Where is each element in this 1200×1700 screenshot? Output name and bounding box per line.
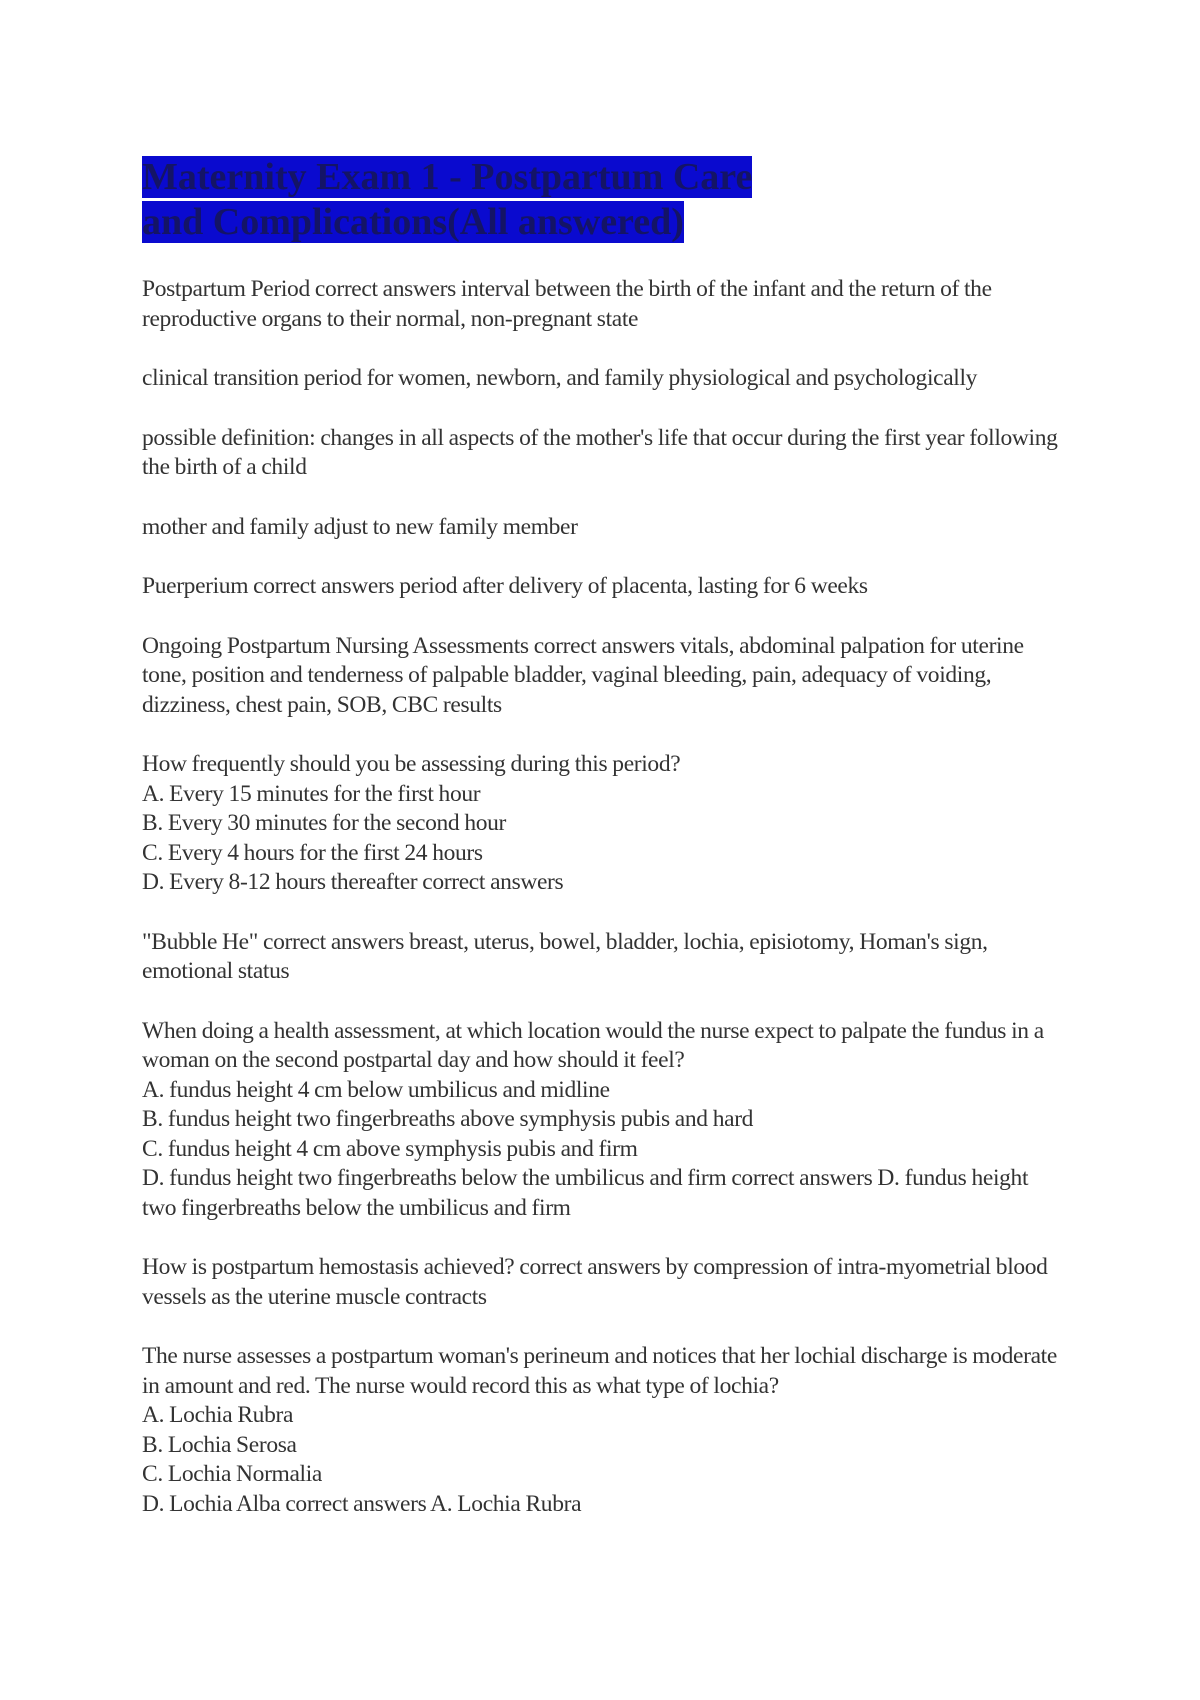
paragraph-possible-definition: possible definition: changes in all aspects of the mother's life that occur during the first year following the birth of a child <box>142 424 1058 480</box>
paragraph-hemostasis: How is postpartum hemostasis achieved? correct answers by compression of intra-myometrial blood vessels as the uterine muscle contracts <box>142 1254 1048 1310</box>
document-title <box>142 155 792 245</box>
document-title-text: Maternity Exam 1 - Postpartum Care and Complications(All answered) <box>142 156 753 243</box>
paragraph-postpartum-period: Postpartum Period correct answers interval between the birth of the infant and the return of the reproductive organs to their normal, non-pregnant state <box>142 276 992 332</box>
question-assessment-frequency: How frequently should you be assessing during this period? A. Every 15 minutes for the first hour B. Every 30 minutes for the second hour C. Every 4 hours for the first 24 hours D. Every 8-12 hours thereafter correct answers <box>142 751 681 895</box>
document-page <box>142 155 1062 1549</box>
paragraph-family-adjust: mother and family adjust to new family member <box>142 513 578 540</box>
question-lochia-type: The nurse assesses a postpartum woman's perineum and notices that her lochial discharge is moderate in amount and red. The nurse would record this as what type of lochia? A. Lochia Rubra B. Lochia Serosa C. Lochia Normalia D. Lochia Alba correct answers A. Lochia Rubra <box>142 1343 1057 1517</box>
paragraph-puerperium: Puerperium correct answers period after delivery of placenta, lasting for 6 weeks <box>142 573 868 599</box>
paragraph-bubble-he: "Bubble He" correct answers breast, uterus, bowel, bladder, lochia, episiotomy, Homan's sign, emotional status <box>142 928 988 984</box>
question-fundus-location: When doing a health assessment, at which location would the nurse expect to palpate the fundus in a woman on the second postpartal day and how should it feel? A. fundus height 4 cm below umbilicus and midline B. fundus height two fingerbreaths above symphysis pubis and hard C. fundus height 4 cm above symphysis pubis and firm D. fundus height two fingerbreaths below the umbilicus and firm correct answers D. fundus height two fingerbreaths below the umbilicus and firm <box>142 1017 1044 1221</box>
paragraph-ongoing-assessments: Ongoing Postpartum Nursing Assessments correct answers vitals, abdominal palpation for uterine tone, position and tenderness of palpable bladder, vaginal bleeding, pain, adequacy of voiding, dizziness, chest pain, SOB, CBC results <box>142 632 1024 718</box>
paragraph-clinical-transition: clinical transition period for women, newborn, and family physiological and psychologically <box>142 365 978 391</box>
